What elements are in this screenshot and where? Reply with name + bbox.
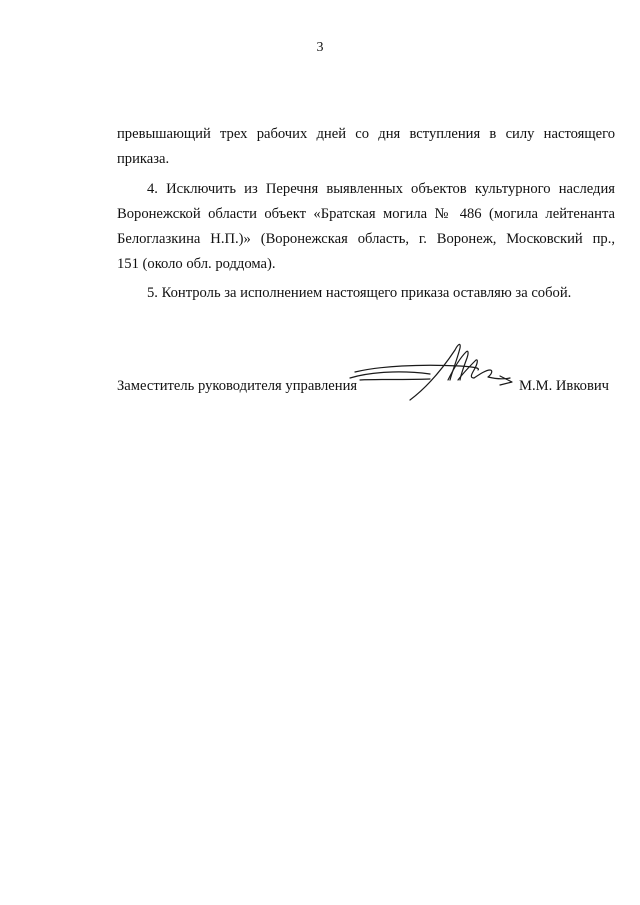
page-number: 3 <box>316 40 324 55</box>
paragraph-4-line-4: 151 (около обл. роддома). <box>117 256 276 272</box>
paragraph-5-line-1: 5. Контроль за исполнением настоящего приказа оставляю за собой. <box>147 285 572 301</box>
paragraph-3-line-1: превышающий трех рабочих дней со дня вступления в силу настоящего <box>117 126 615 142</box>
signatory-position: Заместитель руководителя управления <box>117 378 358 394</box>
paragraph-4-line-2: Воронежской области объект «Братская могила № 486 (могила лейтенанта <box>117 206 615 222</box>
signatory-name: М.М. Ивкович <box>519 378 610 394</box>
paragraph-4-line-3: Белоглазкина Н.П.)» (Воронежская область, г. Воронеж, Московский пр., <box>117 231 615 247</box>
handwritten-signature <box>340 330 520 410</box>
paragraph-4-line-1: 4. Исключить из Перечня выявленных объектов культурного наследия <box>147 181 615 197</box>
paragraph-3-line-2: приказа. <box>117 151 170 167</box>
